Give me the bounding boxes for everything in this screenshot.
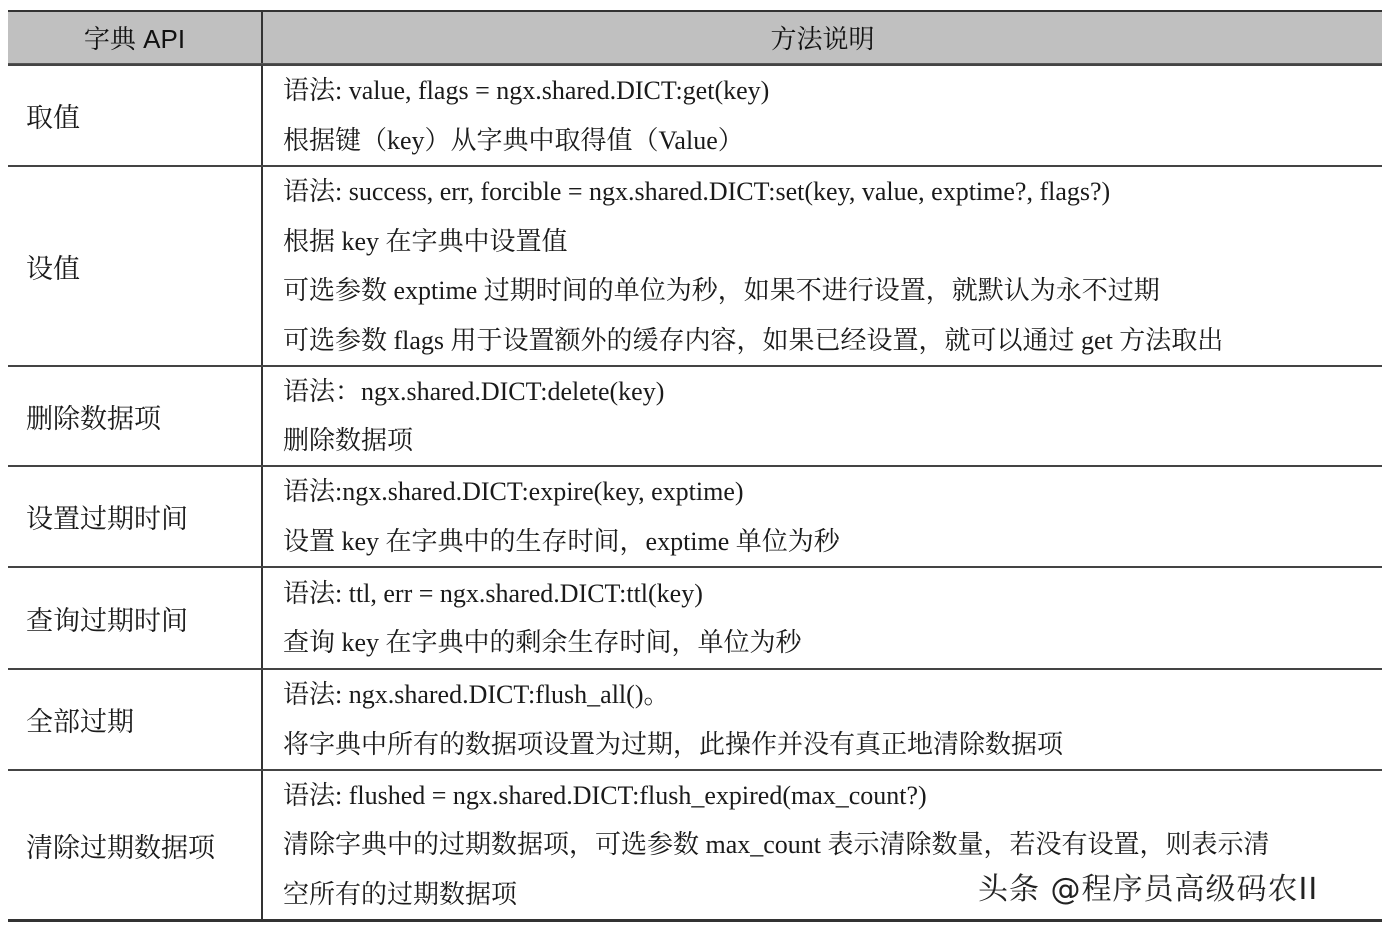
watermark: 头条 @程序员高级码农II [978,872,1319,907]
description-line: 空所有的过期数据项 [283,879,518,909]
syntax-line: 语法: flushed = ngx.shared.DICT:flush_expired(max_count?) [283,780,927,810]
dict-api-table [8,10,1382,922]
description-line: 可选参数 exptime 过期时间的单位为秒，如果不进行设置，就默认为永不过期 [283,276,1160,305]
description-line: 根据键（key）从字典中取得值（Value） [283,125,744,155]
description-line: 可选参数 flags 用于设置额外的缓存内容，如果已经设置，就可以通过 get 方法取出 [283,325,1224,355]
api-description [263,568,1382,668]
description-line: 删除数据项 [283,426,414,455]
api-description [263,670,1382,769]
syntax-line: 语法: value, flags = ngx.shared.DICT:get(key) [283,76,770,105]
api-name: 删除数据项 [8,367,263,465]
syntax-line: 语法: success, err, forcible = ngx.shared.DICT:set(key, value, exptime?, flags?) [283,177,1111,206]
description-line: 清除字典中的过期数据项，可选参数 max_count 表示清除数量，若没有设置，则表示清 [283,830,1270,860]
description-line: 查询 key 在字典中的剩余生存时间，单位为秒 [283,628,802,657]
api-description [263,467,1382,566]
description-line: 设置 key 在字典中的生存时间，exptime 单位为秒 [283,526,840,556]
syntax-line: 语法: ttl, err = ngx.shared.DICT:ttl(key) [283,578,703,608]
syntax-line: 语法:ngx.shared.DICT:expire(key, exptime) [283,477,744,506]
syntax-line: 语法：ngx.shared.DICT:delete(key) [283,376,665,406]
api-name: 查询过期时间 [8,568,263,668]
api-name: 设置过期时间 [8,467,263,566]
api-description [263,367,1382,465]
api-name: 清除过期数据项 [8,771,263,919]
api-name: 全部过期 [8,670,263,769]
api-name: 设值 [8,167,263,365]
description-line: 根据 key 在字典中设置值 [283,226,568,256]
syntax-line: 语法: ngx.shared.DICT:flush_all()。 [283,680,670,709]
table-row-ttl [8,566,1382,668]
header-description: 方法说明 [770,24,875,54]
table-row-get [8,64,1382,165]
header-api: 字典 API [8,12,263,63]
table-row-expire [8,465,1382,566]
description-line: 将字典中所有的数据项设置为过期，此操作并没有真正地清除数据项 [283,729,1064,759]
api-description [263,167,1382,365]
table-header-row [8,12,1382,64]
table-row-set [8,165,1382,365]
table-row-flush-all [8,668,1382,769]
api-description [263,66,1382,165]
api-name: 取值 [8,66,263,165]
table-row-delete [8,365,1382,465]
